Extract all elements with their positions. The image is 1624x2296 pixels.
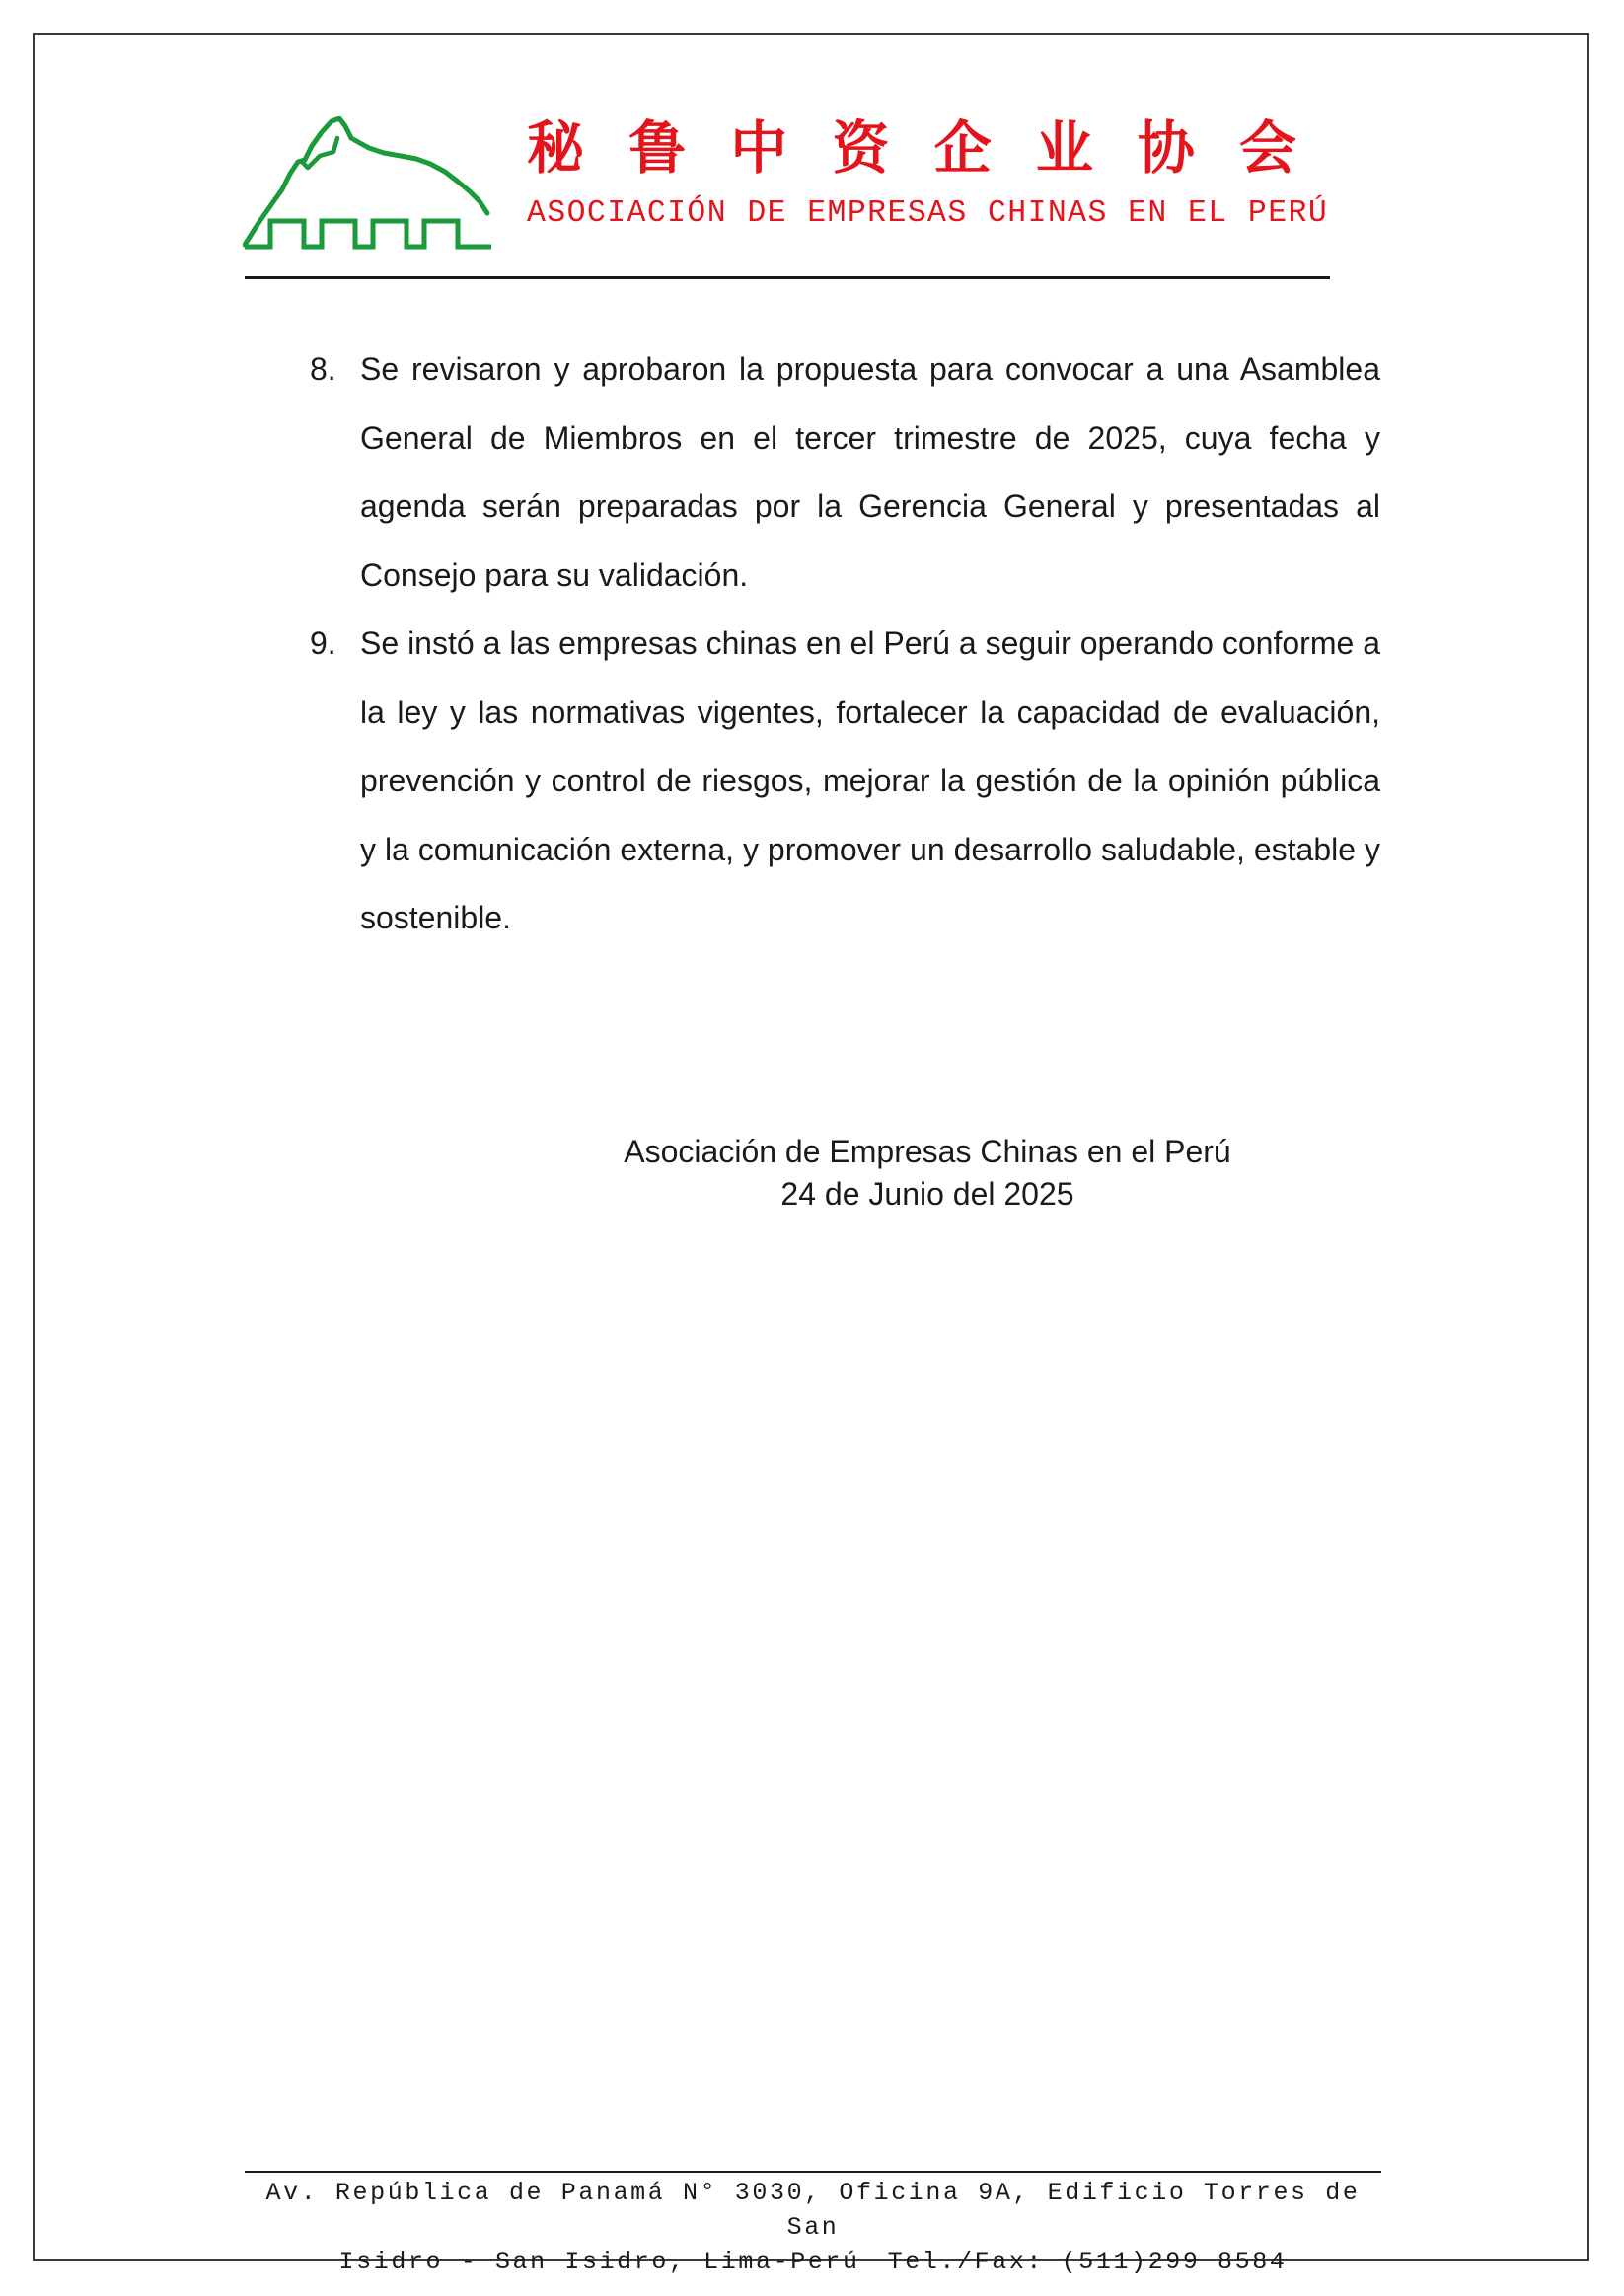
header-divider — [245, 276, 1330, 279]
list-item-number: 8. — [310, 351, 336, 387]
list-item-text: Se revisaron y aprobaron la propuesta para convocar a una Asamblea General de Miembros en el tercer trimestre de 2025, cuya fecha y agenda serán preparadas por la Gerencia General y presentadas al Consejo para su validación. — [360, 351, 1380, 593]
org-name-cn-char: 业 — [1035, 114, 1093, 182]
footer-address-city: Isidro - San Isidro, Lima-Perú — [338, 2248, 860, 2276]
org-name-chinese — [527, 109, 1296, 187]
org-name-cn-char: 中 — [730, 114, 788, 182]
org-name-cn-char: 秘 — [527, 114, 585, 182]
footer-address-line-2 — [237, 2245, 1389, 2279]
footer-address — [237, 2176, 1389, 2279]
signature-block — [533, 1131, 1322, 1216]
footer-address-line: Av. República de Panamá N° 3030, Oficina 9A, Edificio Torres de San — [265, 2179, 1361, 2242]
org-name-cn-char: 企 — [933, 114, 992, 182]
org-name-spanish: ASOCIACIÓN DE EMPRESAS CHINAS EN EL PERÚ — [527, 196, 1329, 231]
org-name-cn-char: 会 — [1238, 114, 1296, 182]
org-name-cn-char: 协 — [1137, 114, 1195, 182]
signature-date: 24 de Junio del 2025 — [780, 1176, 1074, 1212]
list-item-number: 9. — [310, 626, 336, 661]
mountain-and-temple-logo — [243, 116, 493, 251]
list-item-text: Se instó a las empresas chinas en el Perú a seguir operando conforme a la ley y las normativas vigentes, fortalecer la capacidad de evaluación, prevención y control de riesgos, mejorar la gestión de la opinión pública y la comunicación externa, y promover un desarrollo saludable, estable y sostenible. — [360, 626, 1380, 935]
signature-organization: Asociación de Empresas Chinas en el Perú — [624, 1134, 1231, 1169]
org-name-cn-char: 资 — [832, 114, 890, 182]
footer-divider — [245, 2171, 1381, 2173]
footer-phone: Tel./Fax: (511)299 8584 — [887, 2248, 1288, 2276]
org-name-cn-char: 鲁 — [628, 114, 687, 182]
